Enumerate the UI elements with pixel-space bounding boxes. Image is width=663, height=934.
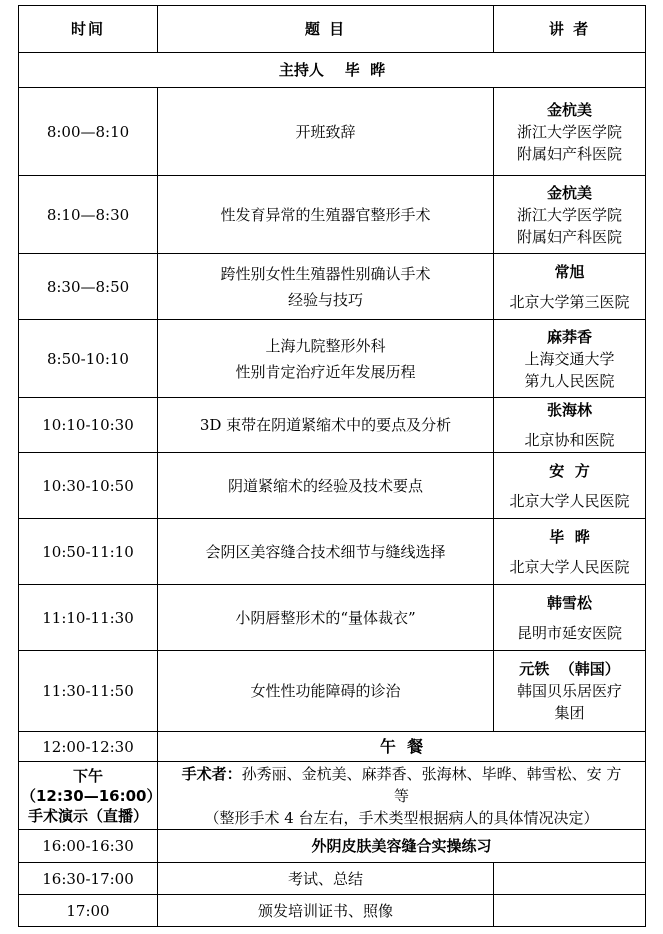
session-row	[19, 585, 646, 651]
speaker-name: 张海林	[546, 401, 592, 419]
afternoon-time-line: 下午	[72, 766, 103, 785]
session-row	[19, 398, 646, 453]
surgeons-label: 手术者：	[181, 764, 242, 783]
closing-row	[19, 830, 646, 863]
session-row	[19, 176, 646, 254]
session-topic	[158, 453, 494, 519]
session-row	[19, 519, 646, 585]
topic-line: 会阴区美容缝合技术细节与缝线选择	[205, 542, 446, 561]
speaker-org: 昆明市延安医院	[516, 623, 622, 642]
session-time: 10:30-10:50	[19, 453, 158, 519]
surgeons-line	[160, 763, 643, 785]
afternoon-surgeons	[158, 762, 646, 830]
topic-line: 上海九院整形外科	[265, 336, 386, 355]
host-row	[19, 53, 646, 88]
session-row	[19, 453, 646, 519]
speaker-org: 浙江大学医学院	[516, 122, 622, 141]
speaker-name: 安 方	[549, 461, 590, 480]
session-topic	[158, 519, 494, 585]
topic-line: 3D 束带在阴道紧缩术中的要点及分析	[199, 416, 452, 434]
session-time: 11:30-11:50	[19, 651, 158, 732]
speaker-name: 金杭美	[546, 183, 592, 202]
session-topic	[158, 88, 494, 176]
session-speaker	[494, 320, 646, 398]
closing-time: 16:00-16:30	[19, 830, 158, 863]
header-speaker: 讲 者	[494, 6, 646, 53]
schedule-table	[18, 5, 646, 927]
speaker-org: 浙江大学医学院	[516, 205, 622, 224]
topic-line: 性发育异常的生殖器官整形手术	[220, 205, 431, 224]
session-speaker	[494, 398, 646, 453]
closing-row	[19, 895, 646, 927]
session-time: 8:00—8:10	[19, 88, 158, 176]
topic-line: 性别肯定治疗近年发展历程	[235, 362, 416, 381]
closing-speaker	[494, 863, 646, 895]
session-topic	[158, 651, 494, 732]
session-time: 10:50-11:10	[19, 519, 158, 585]
speaker-org: 附属妇产科医院	[516, 227, 622, 246]
speaker-org: 北京协和医院	[524, 431, 615, 449]
session-topic	[158, 320, 494, 398]
header-time: 时间	[19, 6, 158, 53]
closing-topic: 考试、总结	[158, 863, 494, 895]
speaker-org: 北京大学人民医院	[509, 491, 630, 510]
session-topic	[158, 398, 494, 453]
closing-speaker	[494, 895, 646, 927]
session-time: 10:10-10:30	[19, 398, 158, 453]
surgery-note: （整形手术 4 台左右，手术类型根据病人的具体情况决定）	[204, 808, 599, 827]
topic-line: 女性性功能障碍的诊治	[250, 682, 401, 700]
closing-row	[19, 863, 646, 895]
session-speaker	[494, 176, 646, 254]
session-topic	[158, 585, 494, 651]
speaker-name: 金杭美	[546, 100, 592, 119]
session-topic	[158, 176, 494, 254]
lunch-label: 午 餐	[158, 732, 646, 762]
topic-line: 经验与技巧	[287, 290, 363, 309]
session-time: 8:50-10:10	[19, 320, 158, 398]
header-topic: 题 目	[158, 6, 494, 53]
speaker-org: 第九人民医院	[524, 371, 615, 390]
session-time: 11:10-11:30	[19, 585, 158, 651]
topic-line: 阴道紧缩术的经验及技术要点	[227, 476, 423, 495]
speaker-org: 韩国贝乐居医疗	[516, 682, 622, 700]
header-row	[19, 6, 646, 53]
afternoon-row	[19, 762, 646, 830]
speaker-name: 麻莽香	[546, 327, 592, 346]
closing-topic: 外阴皮肤美容缝合实操练习	[158, 830, 646, 863]
speaker-name: 毕 晔	[549, 527, 590, 546]
speaker-org: 上海交通大学	[524, 349, 615, 368]
speaker-org: 集团	[554, 704, 585, 722]
speaker-name: 韩雪松	[546, 593, 592, 612]
topic-line: 跨性别女性生殖器性别确认手术	[220, 264, 431, 283]
speaker-org: 附属妇产科医院	[516, 144, 622, 163]
session-speaker	[494, 651, 646, 732]
topic-line: 开班致辞	[295, 122, 356, 141]
afternoon-time-line: 手术演示（直播）	[27, 806, 148, 825]
speaker-org: 北京大学第三医院	[509, 292, 630, 311]
closing-time: 17:00	[19, 895, 158, 927]
session-row	[19, 320, 646, 398]
topic-line: 小阴唇整形术的“量体裁衣”	[235, 608, 416, 627]
lunch-row	[19, 732, 646, 762]
closing-topic: 颁发培训证书、照像	[158, 895, 494, 927]
session-row	[19, 88, 646, 176]
session-speaker	[494, 453, 646, 519]
session-time: 8:10—8:30	[19, 176, 158, 254]
session-time: 8:30—8:50	[19, 254, 158, 320]
speaker-name: 常旭	[554, 262, 585, 281]
closing-time: 16:30-17:00	[19, 863, 158, 895]
afternoon-time-line: （12:30—16:00）	[21, 786, 162, 805]
speaker-name: 元铁 （韩国）	[519, 660, 620, 678]
surgeons-list: 孙秀丽、金杭美、麻莽香、张海林、毕晔、韩雪松、安 方	[241, 764, 622, 783]
session-speaker	[494, 519, 646, 585]
lunch-time: 12:00-12:30	[19, 732, 158, 762]
afternoon-time	[19, 762, 162, 830]
host-cell: 主持人 毕 晔	[19, 53, 646, 88]
session-speaker	[494, 254, 646, 320]
session-row	[19, 254, 646, 320]
surgeons-cont: 等	[393, 786, 409, 805]
session-speaker	[494, 585, 646, 651]
speaker-org: 北京大学人民医院	[509, 557, 630, 576]
session-topic	[158, 254, 494, 320]
session-speaker	[494, 88, 646, 176]
session-row	[19, 651, 646, 732]
